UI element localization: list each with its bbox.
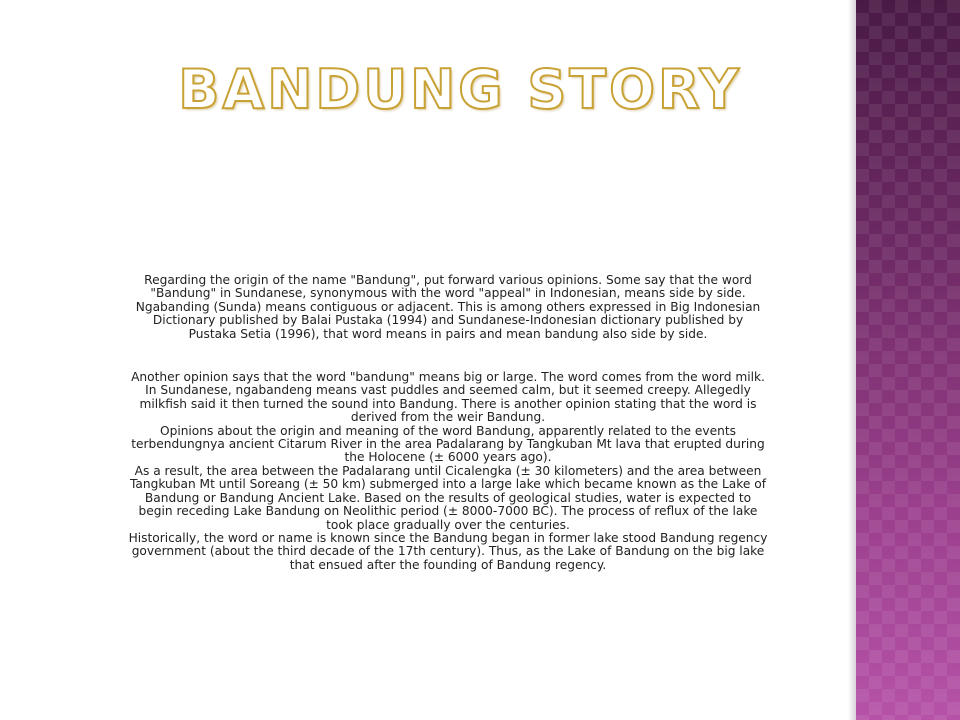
side-band-shadow (848, 0, 856, 720)
paragraph-citarum-river: Opinions about the origin and meaning of the word Bandung, apparently related to the events terbendungnya ancient Citarum River in the area Padalarang by Tangkuban Mt lava that erupted during the Holocene (± 6000 years ago). (131, 423, 765, 465)
paragraph-big-or-large: Another opinion says that the word "bandung" means big or large. The word comes from the word milk. In Sundanese, ngabandeng means vast puddles and seemed calm, but it seemed creepy. Allegedly milkfish said it then turned the sound into Bandung. There is another opinion stating that the word is derived from the weir Bandung. (131, 370, 765, 425)
paragraph-ancient-lake: As a result, the area between the Padalarang until Cicalengka (± 30 kilometers) and the area between Tangkuban Mt until Soreang (± 50 km) submerged into a large lake which became known as the Lake of Bandung or Bandung Ancient Lake. Based on the results of geological studies, water is expected to begin receding Lake Bandung on Neolithic period (± 8000-7000 BC). The process of reflux of the lake took place gradually over the centuries. (129, 463, 766, 532)
paragraph-history-regency: Historically, the word or name is known since the Bandung began in former lake stood Bandung regency government (about the third decade of the 17th century). Thus, as the Lake of Bandung on the big lake that ensued after the founding of Bandung regency. (128, 530, 768, 572)
decorative-side-band (856, 0, 960, 720)
slide-body (128, 274, 768, 572)
paragraph-origin-name: Regarding the origin of the name "Bandung", put forward various opinions. Some say that the word "Bandung" in Sundanese, synonymous with the word "appeal" in Indonesian, means side by side. Ngabanding (Sunda) means contiguous or adjacent. This is among others expressed in Big Indonesian Dictionary published by Balai Pustaka (1994) and Sundanese-Indonesian dictionary published by Pustaka Setia (1996), that word means in pairs and mean bandung also side by side. (135, 273, 761, 341)
slide-title: BANDUNG STORY (178, 58, 742, 121)
